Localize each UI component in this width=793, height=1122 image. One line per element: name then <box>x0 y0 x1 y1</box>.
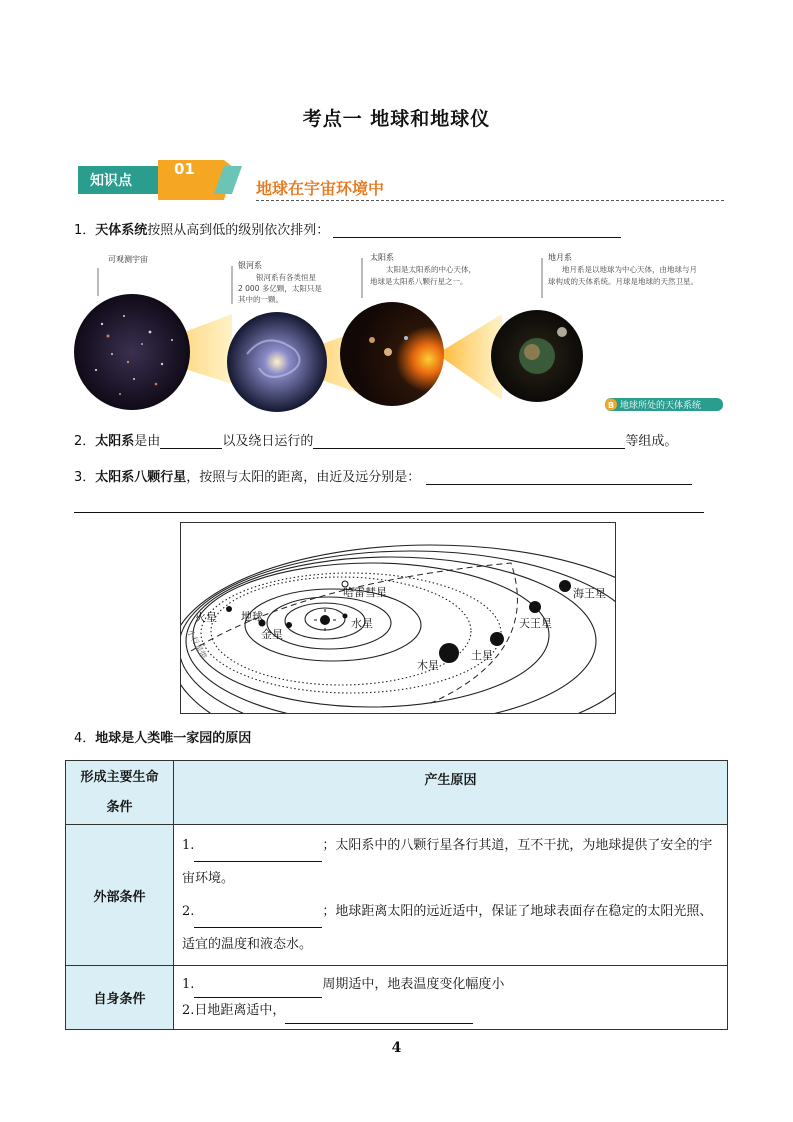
neptune-marker <box>559 580 571 592</box>
label-earthmoon-desc1: 地月系是以地球为中心天体，由地球与月 <box>562 265 697 274</box>
q2-term: 太阳系 <box>95 434 135 449</box>
sun <box>320 615 330 625</box>
page-number: 4 <box>391 1040 402 1056</box>
label-galaxy-desc2: 2 000 多亿颗，太阳只是 <box>238 284 322 293</box>
galaxy-image <box>227 312 327 412</box>
col2-header: 产生原因 <box>174 761 728 825</box>
jupiter-marker <box>439 643 459 663</box>
q4-text: 地球是人类唯一家园的原因 <box>95 731 252 746</box>
question-2 <box>74 430 677 449</box>
external-item-1 <box>182 829 719 895</box>
section-header <box>74 154 724 206</box>
col1-header <box>66 761 174 825</box>
internal-1-number: 1. <box>182 976 195 992</box>
q3-blank[interactable] <box>426 471 692 485</box>
mars-marker <box>226 606 232 612</box>
venus-marker <box>286 622 292 628</box>
internal-conditions-cell <box>174 966 728 1030</box>
page-title: 考点一 地球和地球仪 <box>302 108 491 130</box>
label-venus: 金星 <box>261 628 283 641</box>
internal-conditions-label: 自身条件 <box>66 966 174 1030</box>
question-3 <box>74 466 692 485</box>
solar-system-diagram <box>180 522 616 714</box>
table-header-row <box>66 761 728 825</box>
internal-2-number: 2. <box>182 1002 195 1018</box>
internal-2-text: 日地距离适中， <box>194 1002 286 1018</box>
internal-1-text: 周期适中，地表温度变化幅度小 <box>322 976 505 992</box>
earth-home-reasons-table <box>65 760 728 1030</box>
q3-term: 太阳系八颗行星 <box>95 470 187 485</box>
figure1-caption: 地球所处的天体系统 <box>620 401 702 411</box>
external-1-blank[interactable] <box>194 848 322 862</box>
saturn-marker <box>490 632 504 646</box>
solar-system-svg <box>181 523 615 713</box>
external-2-number: 2. <box>182 904 195 919</box>
external-item-2 <box>182 895 719 961</box>
label-solar-desc1: 太阳是太阳系的中心天体， <box>386 265 476 274</box>
col1-header-line2: 条件 <box>106 799 133 815</box>
table-row-internal <box>66 966 728 1030</box>
external-1-number: 1. <box>182 838 195 853</box>
badge-label: 知识点 <box>90 173 132 189</box>
label-uranus: 天王星 <box>519 617 552 630</box>
q3-blank-line-2[interactable] <box>74 512 704 513</box>
label-neptune: 海王星 <box>573 587 606 600</box>
label-jupiter: 木星 <box>417 659 439 672</box>
external-conditions-cell <box>174 825 728 966</box>
q2-number: 2． <box>74 434 96 449</box>
observable-universe-image <box>74 294 190 410</box>
internal-item-2 <box>182 998 719 1024</box>
label-mercury: 水星 <box>351 617 373 630</box>
external-conditions-label: 外部条件 <box>66 825 174 966</box>
q1-number: 1． <box>74 223 96 238</box>
q2-text2: 以及绕日运行的 <box>222 434 314 449</box>
q2-blank-1[interactable] <box>160 435 222 449</box>
internal-2-blank[interactable] <box>285 1010 473 1024</box>
label-solar-desc2: 地球是太阳系八颗行星之一。 <box>370 277 468 286</box>
label-earthmoon-title: 地月系 <box>548 253 572 262</box>
question-1 <box>74 219 621 238</box>
internal-1-blank[interactable] <box>194 984 322 998</box>
q2-text1: 是由 <box>134 434 161 449</box>
label-mars: 火星 <box>195 611 217 624</box>
q2-blank-2[interactable] <box>313 435 625 449</box>
mercury-marker <box>343 614 348 619</box>
q1-term: 天体系统 <box>95 223 148 238</box>
table-row-external <box>66 825 728 966</box>
label-galaxy-desc1: 银河系有各类恒星 <box>256 273 316 282</box>
q2-text3: 等组成。 <box>625 434 678 449</box>
q3-text: ，按照与太阳的距离，由近及远分别是： <box>186 470 421 485</box>
internal-item-1 <box>182 972 719 998</box>
question-4 <box>74 727 251 746</box>
label-asteroid-belt: 小行星带 <box>185 628 209 661</box>
external-2-blank[interactable] <box>194 914 322 928</box>
label-earthmoon-desc2: 球构成的天体系统。月球是地球的天然卫星。 <box>548 277 698 286</box>
q1-text: 按照从高到低的级别依次排列： <box>147 223 330 238</box>
label-galaxy-desc3: 其中的一颗。 <box>238 295 283 304</box>
section-divider <box>256 200 724 201</box>
external-1-text: ；太阳系中的八颗行星各行其道，互不干扰，为地球提供了安全的宇宙环境。 <box>182 838 713 886</box>
figure1-caption-letter: B <box>608 401 615 410</box>
q4-number: 4． <box>74 731 96 746</box>
label-solar-title: 太阳系 <box>370 253 394 262</box>
label-galaxy-title: 银河系 <box>238 261 262 270</box>
col1-header-line1: 形成主要生命 <box>80 769 159 785</box>
celestial-systems-figure <box>72 244 727 414</box>
label-halley-comet: 哈雷彗星 <box>343 586 387 599</box>
uranus-marker <box>529 601 541 613</box>
section-title: 地球在宇宙环境中 <box>256 179 385 198</box>
external-2-text: ；地球距离太阳的远近适中，保证了地球表面存在稳定的太阳光照、适宜的温度和液态水。 <box>182 904 713 952</box>
label-observable-universe: 可观测宇宙 <box>108 255 148 264</box>
solar-system-image <box>340 302 444 406</box>
label-saturn: 土星 <box>471 649 493 662</box>
badge-number: 01 <box>174 160 195 178</box>
q3-number: 3． <box>74 470 96 485</box>
q1-blank[interactable] <box>333 224 621 238</box>
label-earth: 地球 <box>241 610 263 623</box>
